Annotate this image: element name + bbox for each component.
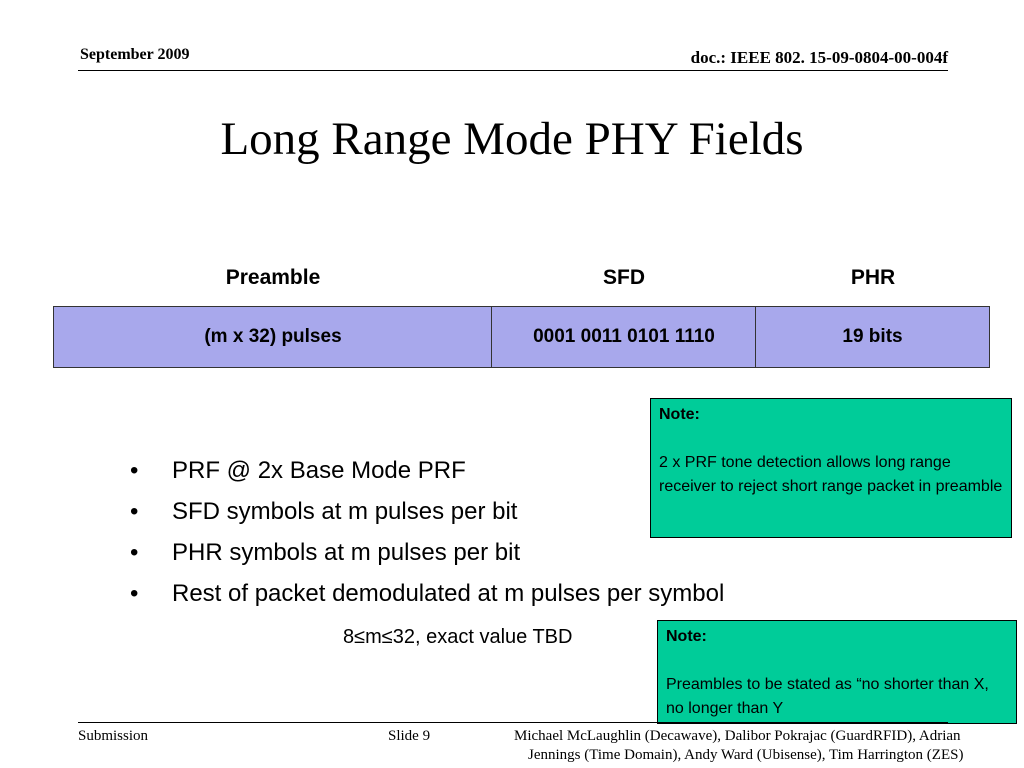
note-title: Note: [666,628,707,645]
footer-authors-line1: Michael McLaughlin (Decawave), Dalibor Pokrajac (GuardRFID), Adrian [514,728,961,744]
footer-rule [78,722,948,723]
bullet-list [130,452,724,616]
field-value-sfd: 0001 0011 0101 1110 [533,326,715,347]
note-text: 2 x PRF tone detection allows long range receiver to reject short range packet in preamble [659,454,1003,495]
field-box-sfd [491,306,757,368]
field-value-preamble: (m x 32) pulses [204,326,342,347]
field-label-preamble: Preamble [225,266,321,289]
list-item: • Rest of packet demodulated at m pulses per symbol [130,575,724,616]
list-item: • PHR symbols at m pulses per bit [130,534,724,575]
field-value-phr: 19 bits [842,326,903,347]
field-box-preamble [53,306,493,368]
field-box-phr [755,306,990,368]
field-label-sfd: SFD [603,266,645,289]
footer-submission: Submission [78,728,149,744]
list-item: • SFD symbols at m pulses per bit [130,493,724,534]
header-date: September 2009 [80,46,190,63]
field-label-phr: PHR [850,266,896,289]
list-item: • PRF @ 2x Base Mode PRF [130,452,724,493]
note-text: Preambles to be stated as “no shorter than X, no longer than Y [666,676,989,717]
header-doc-id: doc.: IEEE 802. 15-09-0804-00-004f [690,48,948,67]
m-range-text: 8≤m≤32, exact value TBD [343,626,573,648]
footer-authors-line2: Jennings (Time Domain), Andy Ward (Ubisense), Tim Harrington (ZES) [528,747,964,763]
slide-title: Long Range Mode PHY Fields [220,113,804,165]
header-rule [78,70,948,71]
note-title: Note: [659,406,700,423]
footer-slide-number: Slide 9 [388,728,431,744]
note-preamble-length [657,620,1017,724]
